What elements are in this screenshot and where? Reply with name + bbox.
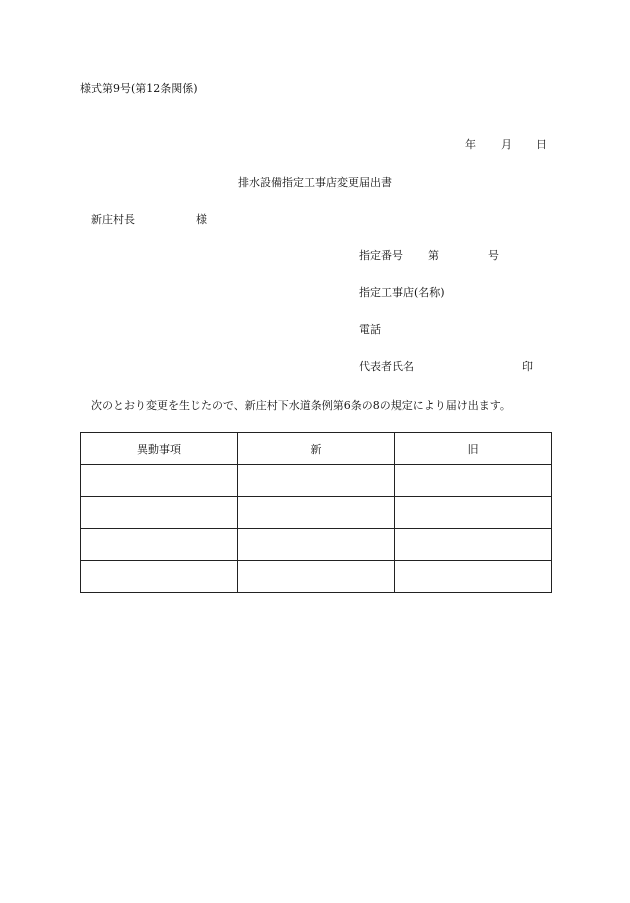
table-cell-old[interactable]: [395, 561, 552, 593]
document-title: 排水設備指定工事店変更届出書: [238, 176, 392, 189]
table-cell-old[interactable]: [395, 497, 552, 529]
table-row: [81, 497, 552, 529]
addressee-name: 新庄村長: [91, 213, 135, 226]
date-day-label: 日: [536, 138, 547, 151]
representative-name-label: 代表者氏名: [359, 360, 414, 373]
table-cell-change-item[interactable]: [81, 561, 238, 593]
table-row: [81, 465, 552, 497]
table-header-row: [81, 433, 552, 465]
designation-number-suffix: 号: [488, 249, 499, 262]
table-row: [81, 529, 552, 561]
table-header-old: 旧: [395, 433, 552, 465]
seal-label: 印: [522, 360, 533, 373]
table-cell-old[interactable]: [395, 465, 552, 497]
designation-number-prefix: 第: [428, 249, 439, 262]
table-header-change-item: 異動事項: [81, 433, 238, 465]
table-cell-new[interactable]: [238, 529, 395, 561]
phone-label: 電話: [359, 323, 381, 336]
table-header-new: 新: [238, 433, 395, 465]
addressee-honorific: 様: [196, 213, 207, 226]
date-month-label: 月: [501, 138, 512, 151]
table-cell-new[interactable]: [238, 561, 395, 593]
date-year-label: 年: [465, 138, 476, 151]
table-cell-change-item[interactable]: [81, 497, 238, 529]
form-number: 様式第9号(第12条関係): [80, 82, 198, 95]
table-cell-change-item[interactable]: [81, 529, 238, 561]
notification-body-text: 次のとおり変更を生じたので、新庄村下水道条例第6条の8の規定により届け出ます。: [91, 399, 511, 412]
table-cell-old[interactable]: [395, 529, 552, 561]
table-row: [81, 561, 552, 593]
change-details-table: [80, 432, 552, 593]
table-cell-new[interactable]: [238, 465, 395, 497]
table-cell-change-item[interactable]: [81, 465, 238, 497]
designation-number-label: 指定番号: [359, 249, 403, 262]
table-cell-new[interactable]: [238, 497, 395, 529]
contractor-name-label: 指定工事店(名称): [359, 286, 445, 299]
